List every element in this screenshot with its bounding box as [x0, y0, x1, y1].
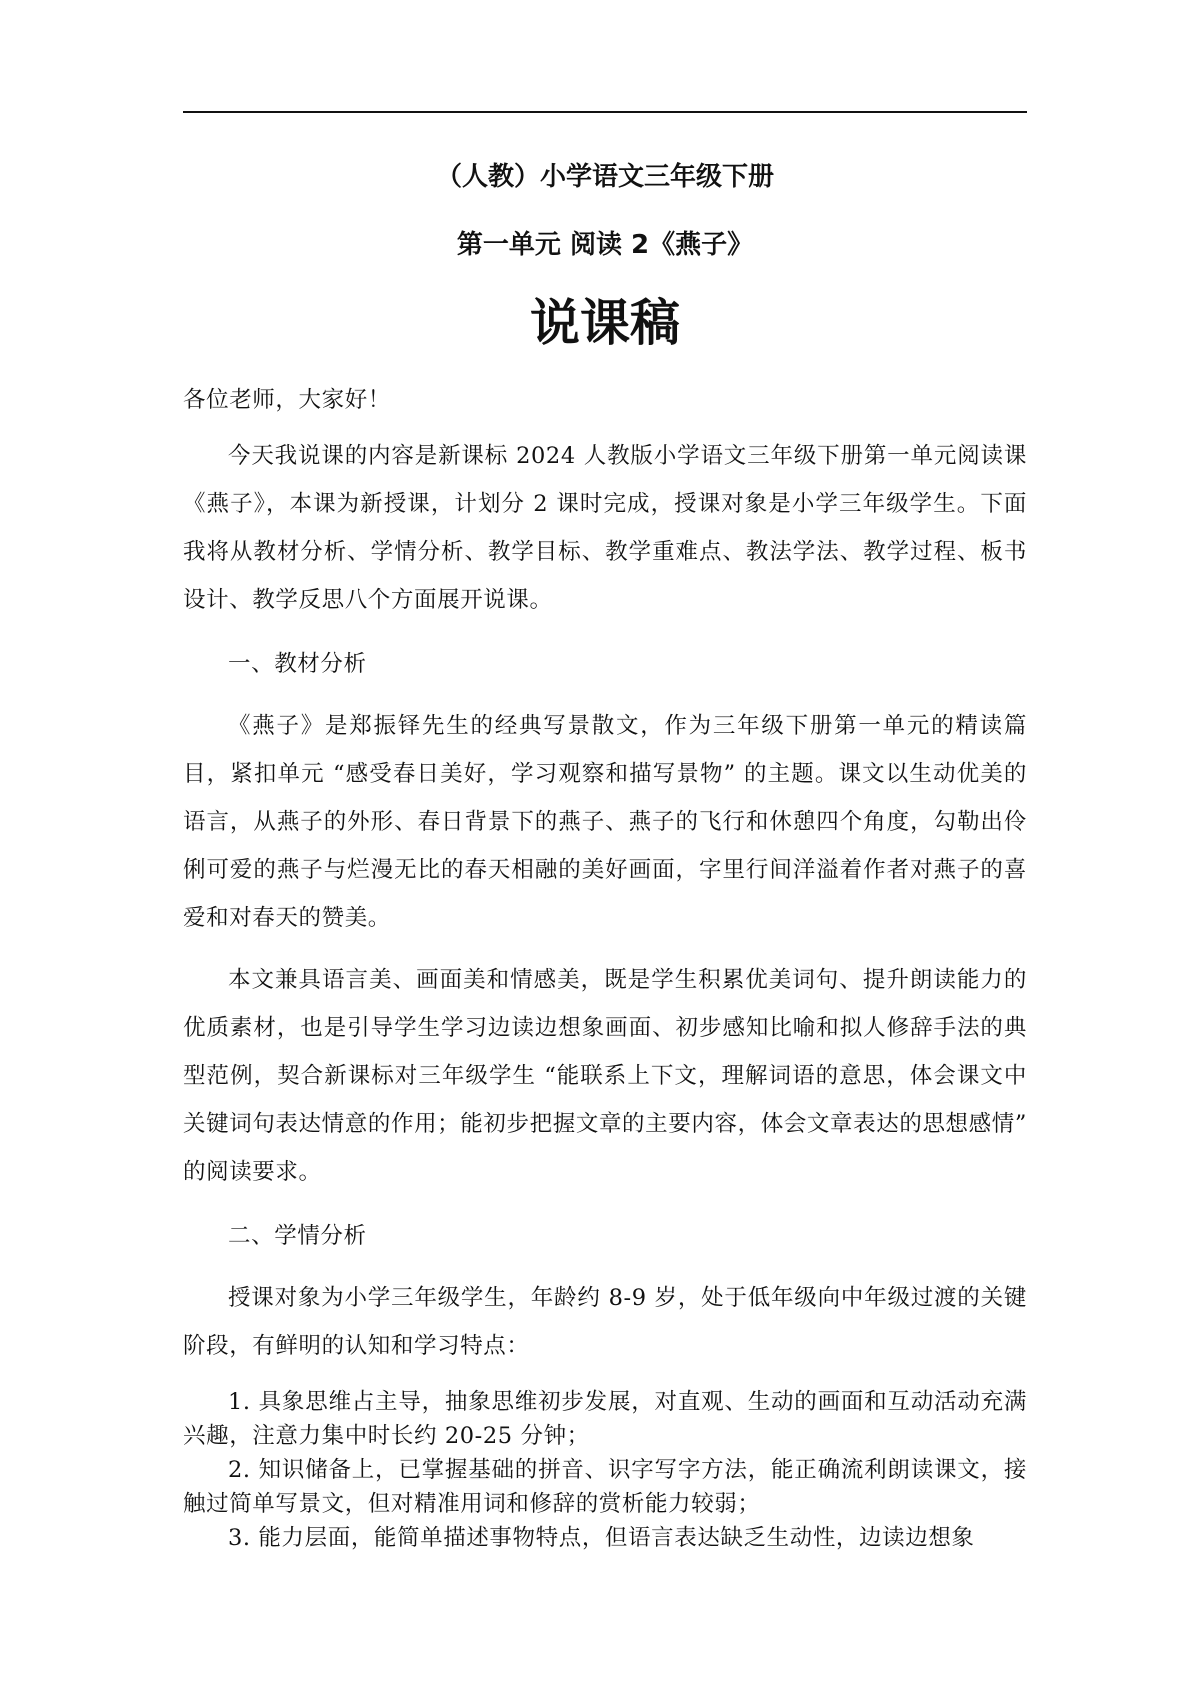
- section-2-paragraph-1: 授课对象为小学三年级学生，年龄约 8-9 岁，处于低年级向中年级过渡的关键阶段，有鲜明的认知和学习特点：: [183, 1285, 1027, 1359]
- section-2-heading-block: [183, 1212, 1027, 1260]
- section-heading: 二、学情分析: [228, 1223, 367, 1249]
- section-2-paragraph-1-block: [183, 1274, 1027, 1370]
- greeting: [183, 376, 1027, 424]
- page-title: 说课稿: [530, 294, 680, 352]
- intro-paragraph-block: [183, 432, 1027, 624]
- header-rule: [183, 111, 1027, 113]
- section-1-paragraph-2: 本文兼具语言美、画面美和情感美，既是学生积累优美词句、提升朗读能力的优质素材，也是引导学生学习边读边想象画面、初步感知比喻和拟人修辞手法的典型范例，契合新课标对三年级学生 “能联系上下文，理解词语的意思，体会课文中关键词句表达情意的作用；能初步把握文章的主要内容，体会文章表达的思想感情” 的阅读要求。: [183, 967, 1027, 1185]
- list-item: 2. 知识储备上，已掌握基础的拼音、识字写字方法，能正确流利朗读课文，接触过简单写景文，但对精准用词和修辞的赏析能力较弱；: [183, 1457, 1027, 1517]
- section-1-paragraph-2-block: [183, 956, 1027, 1196]
- list-item: 3. 能力层面，能简单描述事物特点，但语言表达缺乏生动性，边读边想象: [228, 1525, 975, 1551]
- section-1-paragraph-1: 《燕子》是郑振铎先生的经典写景散文，作为三年级下册第一单元的精读篇目，紧扣单元 “感受春日美好，学习观察和描写景物” 的主题。课文以生动优美的语言，从燕子的外形、春日背景下的燕子、燕子的飞行和休憩四个角度，勾勒出伶俐可爱的燕子与烂漫无比的春天相融的美好画面，字里行间洋溢着作者对燕子的喜爱和对春天的赞美。: [183, 713, 1027, 931]
- list-item: 1. 具象思维占主导，抽象思维初步发展，对直观、生动的画面和互动活动充满兴趣，注意力集中时长约 20-25 分钟；: [183, 1389, 1027, 1449]
- greeting-text: 各位老师，大家好！: [183, 387, 391, 413]
- section-heading: 一、教材分析: [228, 651, 367, 677]
- intro-paragraph: 今天我说课的内容是新课标 2024 人教版小学语文三年级下册第一单元阅读课《燕子》，本课为新授课，计划分 2 课时完成，授课对象是小学三年级学生。下面我将从教材分析、学情分析、教学目标、教学重难点、教法学法、教学过程、板书设计、教学反思八个方面展开说课。: [183, 443, 1027, 613]
- textbook-line: （人教）小学语文三年级下册: [435, 162, 774, 192]
- unit-lesson-line: 第一单元 阅读 2《燕子》: [456, 230, 754, 260]
- learner-traits-list: [183, 1385, 1027, 1555]
- section-1-paragraph-1-block: [183, 702, 1027, 942]
- section-1-heading-block: [183, 640, 1027, 688]
